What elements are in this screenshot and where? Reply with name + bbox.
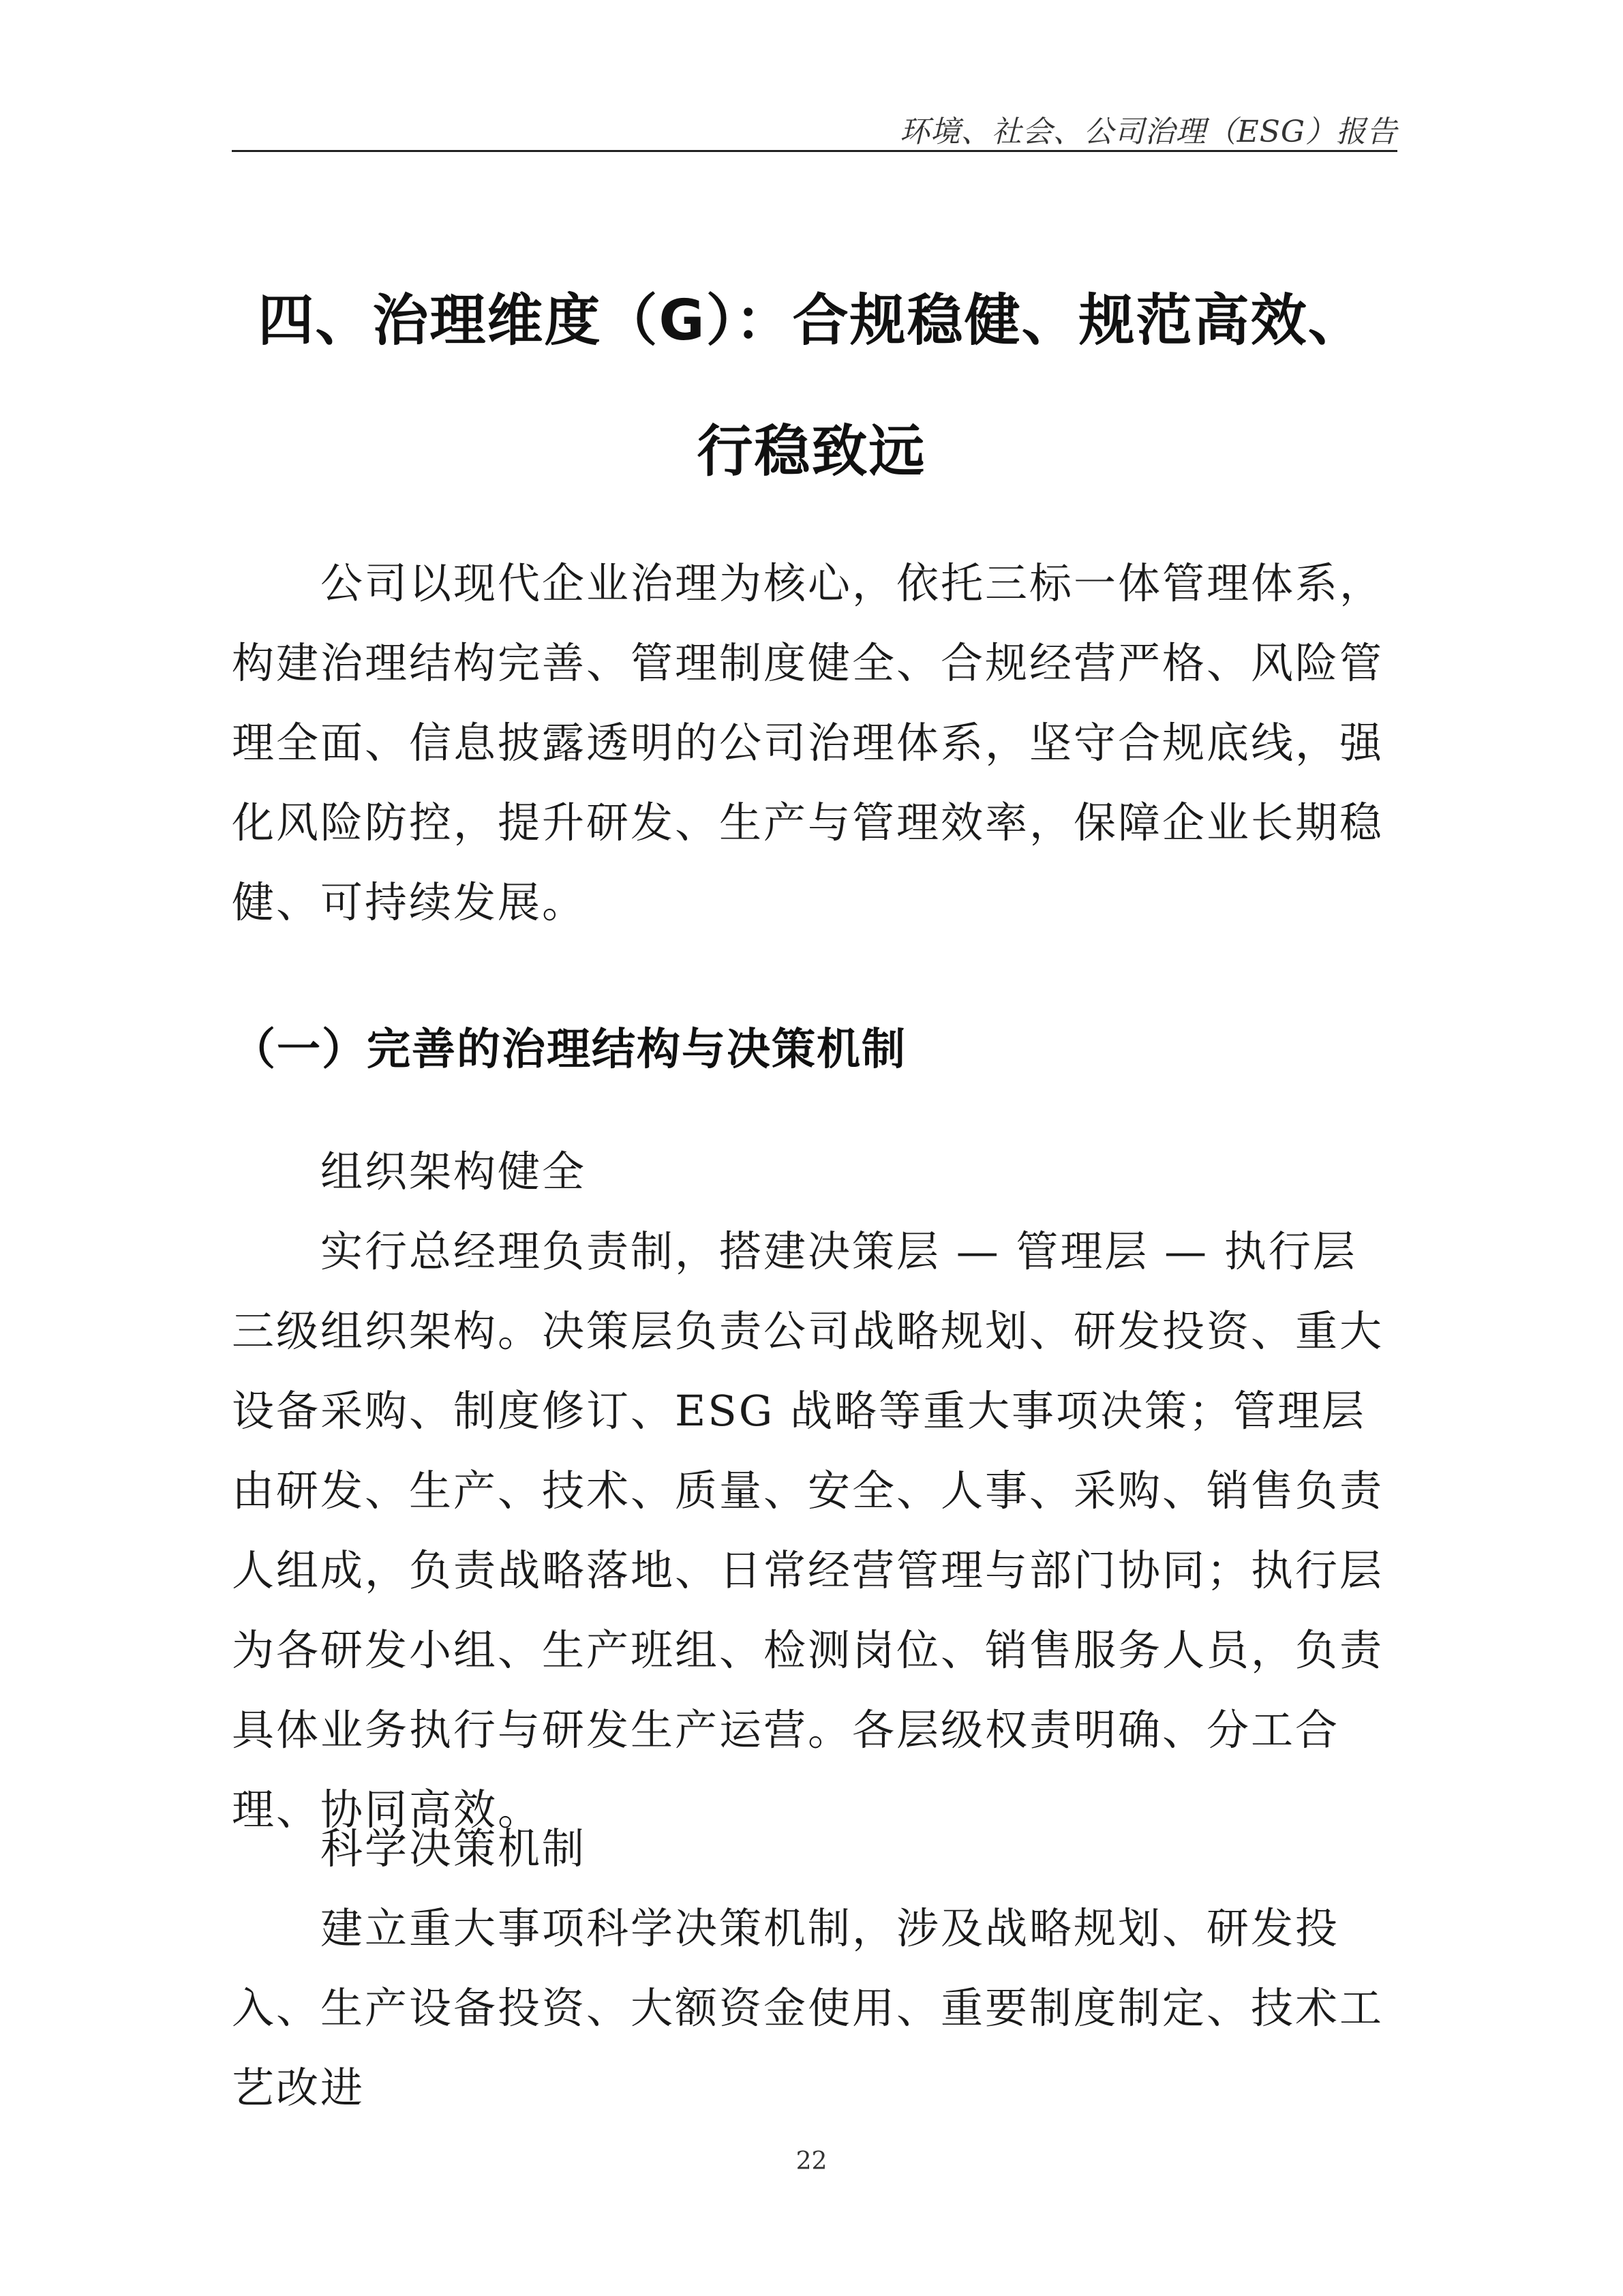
- subsection-body-decision-mechanism: 建立重大事项科学决策机制，涉及战略规划、研发投入、生产设备投资、大额资金使用、重要制度制定、技术工艺改进: [232, 1903, 1384, 2113]
- section-heading: （一）完善的治理结构与决策机制: [232, 1025, 907, 1075]
- chapter-title-line-2: 行稳致远: [697, 419, 926, 484]
- chapter-title: [204, 256, 1419, 517]
- chapter-title-line-1: 四、治理维度（G）：合规稳健、规范高效、: [258, 288, 1365, 353]
- subsection-title-decision-mechanism: 科学决策机制: [320, 1824, 587, 1873]
- subsection-body-org-structure: 实行总经理负责制，搭建决策层 — 管理层 — 执行层三级组织架构。决策层负责公司战略规划、研发投资、重大设备采购、制度修订、ESG 战略等重大事项决策；管理层由研发、生产、技术、质量、安全、人事、采购、销售负责人组成，负责战略落地、日常经营管理与部门协同；执行层为各研发小组、生产班组、检测岗位、销售服务人员，负责具体业务执行与研发生产运营。各层级权责明确、分工合理、协同高效。: [232, 1226, 1384, 1834]
- running-header: [232, 115, 1397, 152]
- running-header-title: 环境、社会、公司治理（ESG）报告: [899, 115, 1397, 149]
- page-number: 22: [795, 2147, 828, 2175]
- subsection-title-org-structure: 组织架构健全: [320, 1147, 587, 1196]
- intro-paragraph: 公司以现代企业治理为核心，依托三标一体管理体系，构建治理结构完善、管理制度健全、合规经营严格、风险管理全面、信息披露透明的公司治理体系，坚守合规底线，强化风险防控，提升研发、生产与管理效率，保障企业长期稳健、可持续发展。: [232, 558, 1384, 927]
- subsection-body-org-structure-block: [232, 1211, 1399, 1849]
- subsection-body-decision-mechanism-block: [232, 1888, 1399, 2128]
- intro-paragraph-block: [232, 543, 1399, 942]
